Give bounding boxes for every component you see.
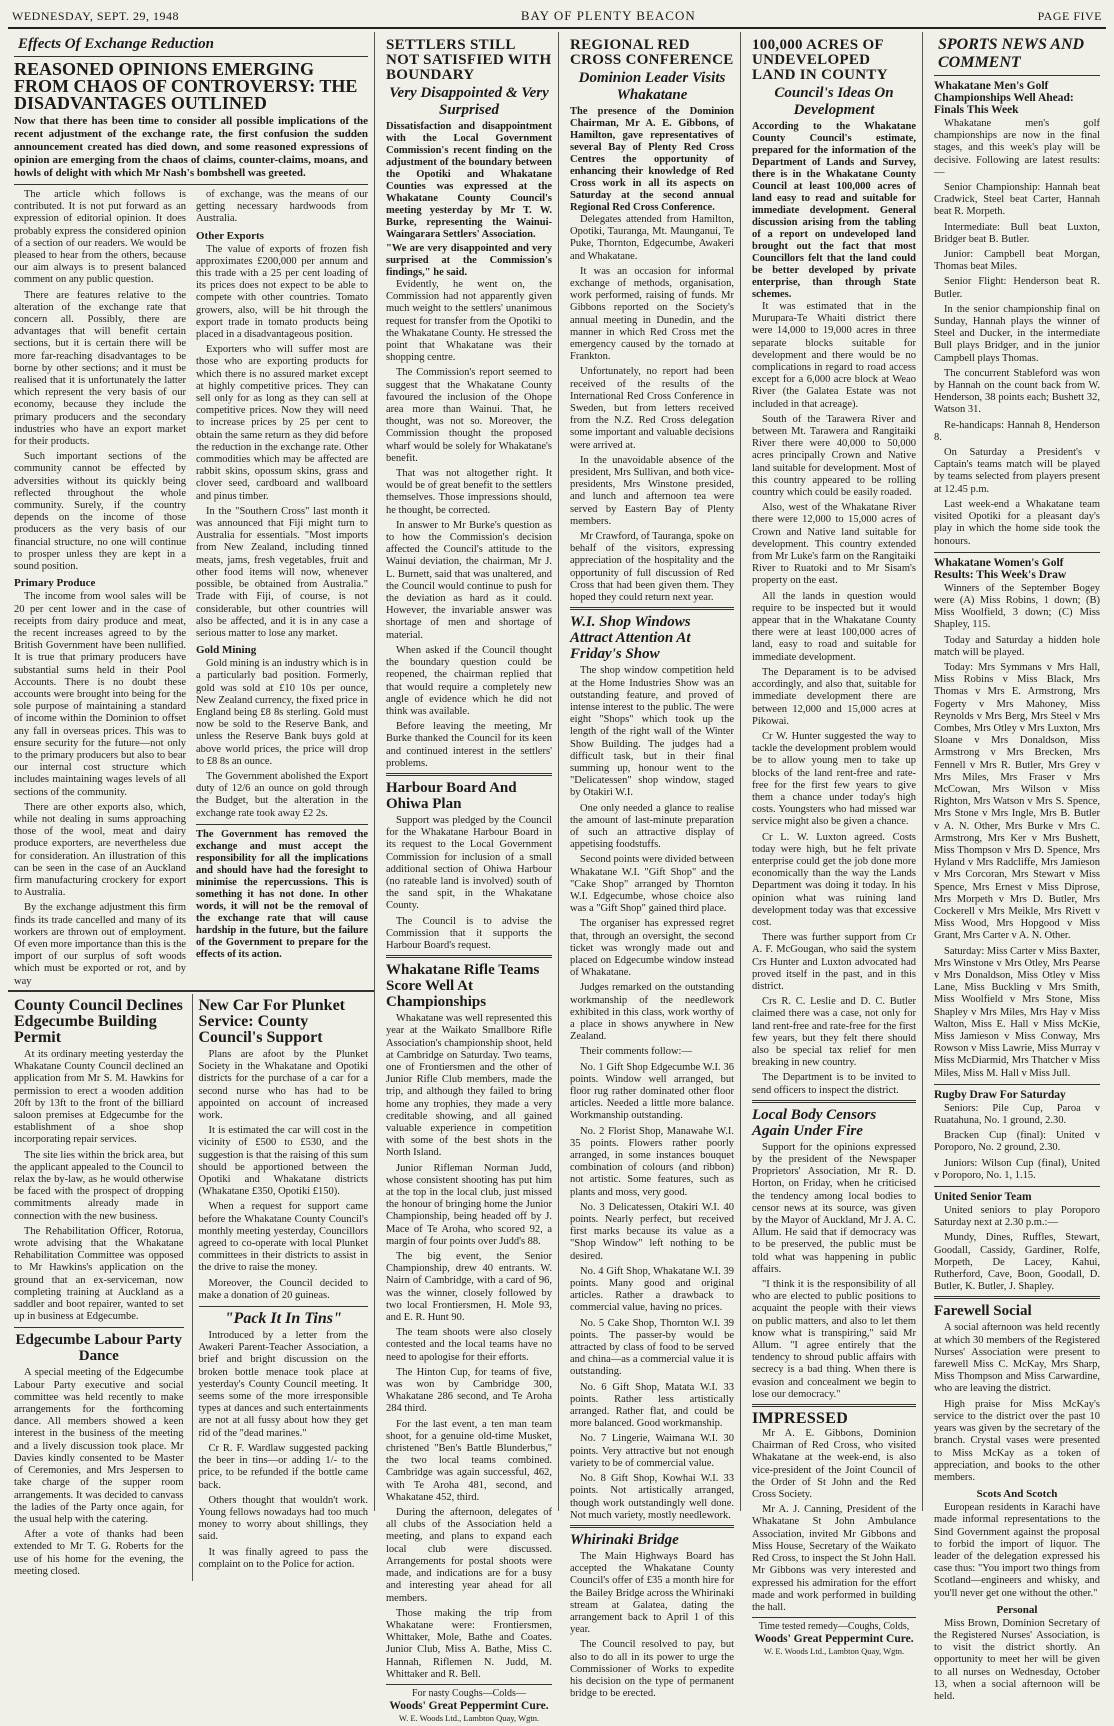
paragraph: The article which follows is contributed. It is not put forward as an expression of editorial opinion. It does probably express the considered opinion of a section of our readers. We would be pleased to hear from the others, because our aim always is to present balanced comment on any public question. [14, 189, 186, 286]
paragraph: Cr R. F. Wardlaw suggested packing the beer in tins—or adding 1/- to the price, to be refunded if the bottle came back. [198, 1442, 368, 1491]
gold-mining-heading: Gold Mining [196, 644, 257, 657]
paragraph: The organiser has expressed regret that, through an oversight, the second ticket was wrongly made out and placed on Edgecumbe window instead of Whakatane. [570, 918, 734, 979]
bridge-headline: Whirinaki Bridge [570, 1531, 679, 1548]
masthead-title: BAY OF PLENTY BEACON [520, 8, 696, 23]
paragraph: Saturday: Miss Carter v Miss Baxter, Mrs Winstone v Mrs Otley, Mrs Pearse v Mrs Donaldson, Miss Otley v Miss Lane, Miss Buckling v Mrs Smith, Miss Woolfield v Mrs Stone, Miss Shapley v Mrs Miles, Mrs Hay v Miss Walton, Miss E. Hall v Miss McKie, Miss Jamieson v Miss Conway, Mrs Rowson v Miss Lawrie, Miss Murray v Miss McDiarmid, Mrs Thatcher v Miss Miles, Miss M. Hall v Miss Jull. [934, 945, 1100, 1079]
paragraph: The value of exports of frozen fish approximates £200,000 per annum and this trade with a 25 per cent loading of its prices does not expect to be able to compete with other countries. Tomato growers, also, will be hit through the export trade in tomato products being placed in a disadvantageous position. [196, 243, 368, 341]
sports-banner: SPORTS NEWS AND COMMENT [934, 34, 1100, 76]
paragraph: On Saturday a President's v Captain's teams match will be played by teams selected from players present at 12.45 p.m. [934, 447, 1100, 495]
paragraph: No. 3 Delicatessen, Otakiri W.I. 40 points. Nearly perfect, but received first marks because its value as a "Shop Window" left nothing to be desired. [570, 1201, 734, 1262]
paragraph: There was further support from Cr A. F. McGougan, who said the system Crs Hunter and Luxton advocated had proved itself in the past, and in this district. [752, 932, 916, 992]
paragraph-group [196, 244, 368, 641]
wi-headline: W.I. Shop Windows Attract Attention At Friday's Show [570, 614, 691, 663]
column-1 [8, 32, 375, 1577]
column-3 [564, 32, 741, 1700]
settlers-kicker: Very Disappointed & Very Surprised [389, 85, 549, 118]
personal-headline: Personal [996, 1603, 1038, 1616]
paragraph: Winners of the September Bogey were (A) Miss Robins, 1 down; (B) Miss Woolfield, 3 down; (C) Miss Shapley, 115. [934, 582, 1100, 631]
redcross-article [564, 32, 740, 1705]
paragraph-group [934, 1103, 1100, 1182]
exchange-left-column [14, 189, 186, 991]
paragraph: That was not altogether right. It would be of great benefit to the settlers themselves. Those impressions should, he thought, be corrected. [386, 468, 552, 516]
paragraph-group [934, 1322, 1100, 1484]
ad-sub: W. E. Woods Ltd., Lambton Quay, Wgtn. [398, 1712, 540, 1723]
united-headline: United Senior Team [934, 1191, 1032, 1204]
paragraph: The Department is to be invited to send officers to inspect the district. [752, 1072, 916, 1096]
land-kicker: Council's Ideas On Development [774, 85, 894, 118]
paragraph: In the "Southern Cross" last month it was announced that Fiji might turn to Australia for essentials. "Most imports from New Zealand, including tinned meats, jams, fresh vegetables, fruit and other food items will now, whenever possible, be obtained from Australia." Trade with Fiji, of course, is not considerable, but other countries will also be affected, and it is in any case a serious matter to lose any market. [196, 505, 368, 639]
paragraph: Gold mining is an industry which is in a particularly bad position. Formerly, gold was sold at £10 10s per ounce, New Zealand currency, the fixed price in England being £8 8s sterling. Gold must now be sold to the Reserve Bank, and unless the Reserve Bank buys gold at above world prices, the price will drop to £8 8s an ounce. [196, 658, 368, 767]
paragraph: During the afternoon, delegates of all clubs of the Association held a meeting, and plans to expand each local club were discussed. Arrangements for postal shoots were made, and indications are for a busy and interesting year ahead for all members. [386, 1507, 552, 1604]
paragraph: When asked if the Council thought the boundary question could be reopened, the chairman replied that that would require a completely new angle of evidence which he did not think was available. [386, 644, 552, 717]
paragraph: Whakatane men's golf championships are now in the final stages, and this week's play will be decisive. Following are latest results:— [934, 118, 1100, 178]
paragraph: United seniors to play Poroporo Saturday next at 2.30 p.m.:— [934, 1205, 1100, 1229]
paragraph: Support for the opinions expressed by the president of the Newspaper Proprietors' Association, Mr R. D. Horton, on Friday, when he criticised the tendency among local bodies to censor news at its source, was given by the Mayor of Auckland, Mr J. A. C. Allum. He said that if democracy was to be preserved, the public must be told what was happening in public affairs. [752, 1141, 916, 1275]
redcross-headline: REGIONAL RED CROSS CONFERENCE [570, 37, 734, 68]
paragraph-group [386, 815, 552, 952]
land-headline: 100,000 ACRES OF UNDEVELOPED LAND IN COUNTY [752, 37, 888, 83]
rifle-headline: Whakatane Rifle Teams Score Well At Championships [386, 962, 540, 1011]
plunket-headline: New Car For Plunket Service: County Council's Support [198, 997, 346, 1046]
ad-line: For nasty Coughs—Colds— [412, 1687, 526, 1699]
paragraph-group [14, 189, 186, 573]
ad-line: Time tested remedy—Coughs, Colds, [758, 1621, 910, 1633]
newspaper-page [8, 6, 1106, 1723]
masthead [8, 6, 1106, 29]
paragraph: Those making the trip from Whakatane were: Frontiersmen, Whittaker, Mole, Bathe and Coates. Junior Club, Miss A. Bathe, Miss C. Hannah, Riflemen N. Judd, M. Whittaker and R. Bell. [386, 1607, 552, 1680]
paragraph: It was finally agreed to pass the complaint on to the Police for action. [198, 1546, 368, 1570]
paragraph: Support was pledged by the Council for the Whakatane Harbour Board in its request to the Local Government Commission for inclusion of a small additional section of Ohiwa Harbour (no rateable land is involved) south of the sand spit, in the Whakatane County. [386, 814, 552, 912]
paragraph: The Government abolished the Export duty of 12/6 an ounce on gold through the Budget, but the alteration in the exchange rate took away £2 2s. [196, 770, 368, 819]
harbour-headline: Harbour Board And Ohiwa Plan [386, 779, 517, 812]
paragraph: No. 1 Gift Shop Edgecumbe W.I. 36 points. Window well arranged, but floor rug rather dominated other floor articles. Needed a little more balance. Workmanship outstanding. [570, 1061, 734, 1122]
paragraph: By the exchange adjustment this firm finds its trade cancelled and many of its workers are thrown out of employment. Of even more importance than this is the import of our surplus of soft woods which must be exported or rot, and by way [14, 902, 186, 987]
paragraph: Delegates attended from Hamilton, Opotiki, Tauranga, Mt. Maunganui, Te Puke, Thornton, Edgecumbe, Awakeri and Whakatane. [570, 214, 734, 262]
paragraph: There are other exports also, which, while not dealing in sums approaching those of the wool, meat and dairy produce exporters, are nevertheless due for consideration. An illustration of this can be seen in the case of an Auckland firm manufacturing crockery for export to Australia. [14, 801, 186, 899]
exchange-right-column [196, 189, 368, 991]
paragraph: Evidently, he went on, the Commission had not apparently given much weight to the settlers' unanimous request for transfer from the Opotiki to the Whakatane County. He stressed the point that Whakatane was their shopping centre. [386, 279, 552, 364]
settlers-headline: SETTLERS STILL NOT SATISFIED WITH BOUNDARY [386, 37, 552, 83]
paragraph: Senior Flight: Henderson beat R. Butler. [934, 276, 1100, 300]
paragraph: For the last event, a ten man team shoot, for a genuine old-time Musket, christened "Ben's Battle Blunderbus," the two local teams combined. Cambridge was again successful, 462, with Te Aroha 481, second, and Whakatane 452, third. [386, 1418, 552, 1503]
scots-headline: Scots And Scotch [976, 1488, 1058, 1501]
primary-produce-heading: Primary Produce [14, 577, 96, 590]
paragraph: Second points were divided between Whakatane W.I. "Gift Shop" and the "Cake Shop" arranged by Thornton W.I. Edgecumbe, whose choice also was a "Gift Shop" gained third place. [570, 854, 734, 915]
paragraph: Mr A. E. Gibbons, Dominion Chairman of Red Cross, who visited Whakatane at the week-end, is also vice-president of the Joint Council of the Order of St John and the Red Cross Society. [752, 1428, 916, 1501]
paragraph: All the lands in question would require to be inspected but it would appear that in the Whakatane County there were at least 100,000 acres of land, easy to road and suitable for immediate development. [752, 590, 916, 663]
paragraph-group [934, 118, 1100, 548]
paragraph: At its ordinary meeting yesterday the Whakatane County Council declined an application from Mr S. M. Hawkins for permission to erect a wooden addition 20ft by 13ft to the front of the billiard saloon premises at Edgecumbe for the establishment of a shoe shop incorporating repair services. [14, 1049, 184, 1146]
paragraph-group [386, 279, 552, 770]
exchange-article [8, 32, 374, 987]
paragraph: Cr W. Hunter suggested the way to tackle the development problem would be to allow young men to take up blocks of the land rent-free and rate-free for the first few years to give them a chance under today's high costs. Youngsters who had missed war service might also be given a chance. [752, 730, 916, 828]
paragraph: The concurrent Stableford was won by Hannah on the count back from W. Henderson, 38 points each; Bushett 32, Watson 31. [934, 367, 1100, 416]
land-article [746, 32, 922, 1659]
council-headline: County Council Declines Edgecumbe Building Permit [14, 997, 183, 1046]
paragraph: In the unavoidable absence of the president, Mrs Sullivan, and both vice-presidents, Mrs Winstone presided, and lunch and afternoon tea were served by Eastern Bay of Plenty members. [570, 454, 734, 527]
paragraph: Today and Saturday a hidden hole match will be played. [934, 634, 1100, 658]
paragraph: Intermediate: Bull beat Luxton, Bridger beat B. Butler. [934, 221, 1100, 245]
paragraph: Crs R. C. Leslie and D. C. Butler claimed there was a case, not only for land rent-free and rate-free for the first few years, but they felt there should also be special tax relief for men breaking in new country. [752, 996, 916, 1069]
paragraph: Junior Rifleman Norman Judd, whose consistent shooting has put him at the top in the local club, just missed the honour of bringing home the Junior Championship, being headed off by J. Mace of Te Aroha, who scored 92, a margin of four points over Judd's 88. [386, 1162, 552, 1247]
column-5 [928, 32, 1106, 1702]
paragraph: No. 4 Gift Shop, Whakatane W.I. 39 points. Many good and original articles. Rather a drawback to commercial value, having no prices. [570, 1265, 734, 1314]
paragraph: The Deparament is to be advised accordingly, and also that, suitable for immediate development there are between 12,000 and 15,000 acres at Pikowai. [752, 666, 916, 727]
paragraph-group [934, 1502, 1100, 1600]
paragraph: The Council resolved to pay, but also to do all in its power to urge the Commissioner of Works to expedite his decision on the type of permanent bridge to be erected. [570, 1639, 734, 1700]
paragraph: The Main Highways Board has accepted the Whakatane County Council's offer of £35 a month hire for the Bailey Bridge across the Whirinaki stream at Galatea, dating the arrangement back to April 1 of this year. [570, 1550, 734, 1636]
paragraph: It was an occasion for informal exchange of methods, organisation, work performed, raising of funds. Mr Gibbons reported on the Society's annual meeting in Dunedin, and the manner in which Red Cross met the emergency caused by the tornado at Frankton. [570, 265, 734, 363]
farewell-headline: Farewell Social [934, 1303, 1032, 1320]
paragraph: Junior: Campbell beat Morgan, Thomas beat Miles. [934, 249, 1100, 273]
exchange-intro: Now that there has been time to consider all possible implications of the recent adjustment of the exchange rate, the first confusion the sudden announcement created has died down, and some reasoned expressions of opinion are emerging from the chaos of claims, counter-claims, moans, and howls of delight with which Mr Nash's bombshell was greeted. [14, 115, 368, 179]
paragraph: Mr Crawford, of Tauranga, spoke on behalf of the visitors, expressing appreciation of the hospitality and the opportunity of full discussion of Red Cross that had been given them. They hoped they could return next year. [570, 531, 734, 604]
paragraph: Exporters who will suffer most are those who are exporting products for which there is no assured market except at highly competitive prices. They can sell only for as long as they can sell at competitive prices. Now they will need to increase prices by 25 per cent to obtain the same return as they did before the reduction in the exchange rate. Other commodities which may be affected are rabbit skins, opossum skins, grass and clover seed, cardboard and wallboard and pinus timber. [196, 344, 368, 502]
paragraph-group [196, 658, 368, 820]
masthead-date: WEDNESDAY, SEPT. 29, 1948 [12, 9, 179, 23]
paragraph: Judges remarked on the outstanding workmanship of the needlework exhibited in this class, work worthy of a place in shows anywhere in New Zealand. [570, 982, 734, 1043]
paragraph-group [386, 1013, 552, 1681]
women-golf-headline: Whakatane Women's Golf Results: This Week's Draw [934, 556, 1067, 581]
paragraph: After a vote of thanks had been extended to Mr T. G. Roberts for the use of his home for the evening, the meeting closed. [14, 1529, 184, 1577]
column-2 [380, 32, 559, 1723]
paragraph: It was estimated that in the Murupara-Te Whaiti district there were 14,000 to 19,000 acres in three separate blocks suitable for development and there would be no complications in regard to road access except for a 6,000 acre block at Weao River (the Galatea Estate was not included in that acreage). [752, 301, 916, 410]
paragraph: No. 5 Cake Shop, Thornton W.I. 39 points. The passer-by would be attracted by class of food to be served and china—as a commercial value it is outstanding. [570, 1317, 734, 1378]
woods-ad-col4 [752, 1617, 916, 1657]
paragraph: The income from wool sales will be 20 per cent lower and in the case of receipts from dairy produce and meat, the recent increases agreed to by the British Government have been nullified. It is true that primary producers have substantial sums held in their Pool Accounts. There is no doubt these accounts were brought into being for the sole purpose of maintaining a standard of income within the Dominion to offset any fall in overseas prices. This was to ensure security for the future—not only to the primary producers but also to bear our internal cost structure which includes maintaining wages levels of all sections of the community. [14, 591, 186, 798]
exchange-headline: REASONED OPINIONS EMERGING FROM CHAOS OF CONTROVERSY: THE DISADVANTAGES OUTLINED [14, 59, 358, 113]
sports-section [928, 32, 1106, 1708]
paragraph: In answer to Mr Burke's question as to how the Commission's decision affected the Council's attitude to the Wainui deviation, the chairman, Mr J. L. Burnett, said that was unaltered, and the Council would continue to push for the deviation as hard as it could. However, the invariable answer was shortage of men and shortage of material. [386, 519, 552, 641]
paragraph: The Rehabilitation Officer, Rotorua, wrote advising that the Whakatane Rehabilitation Committee was opposed to Mr Hawkins's application on the ground that an ex-serviceman, now completing training at Auckland as a saddler and boot repairer, wanted to set up in business at Edgecumbe. [14, 1225, 184, 1323]
paragraph: There are features relative to the alteration of the exchange rate that concern all. Possibly, there are advantages that will benefit certain sections, but it is certain there will be more far-reaching disadvantages to be borne by other sections; and it must be realised that it is unfortunately the latter which represent the very basis of our economy, because they include the primary producers and the secondary industries who have an export market for their products. [14, 289, 186, 448]
paragraph-group [934, 1618, 1100, 1703]
impressed-headline: IMPRESSED [752, 1410, 849, 1428]
paragraph: Others thought that wouldn't work. Young fellows nowadays had too much money to worry about shillings, they said. [198, 1494, 368, 1543]
settlers-quote: "We are very disappointed and very surprised at the Commission's findings," he said. [386, 243, 552, 278]
paragraph: Unfortunately, no report had been received of the results of the International Red Cross Conference in Sweden, but from letters received from the N.Z. Red Cross delegation some important and valuable decisions were arrived at. [570, 366, 734, 451]
paragraph: of exchange, was the means of our getting necessary hardwoods from Australia. [196, 189, 368, 225]
paragraph: One only needed a glance to realise the amount of last-minute preparation of such an attractive display of appetising foodstuffs. [570, 802, 734, 851]
column-4 [746, 32, 923, 1657]
paragraph: Their comments follow:— [580, 1046, 692, 1058]
paragraph-group [934, 583, 1100, 1080]
paragraph: South of the Tarawera River and between Mt. Tarawera and Rangitaiki River there were 40,000 to 50,000 acres principally Crown and Native land suitable for development. Most of this country appeared to be rolling country which could be easily roaded. [752, 413, 916, 499]
council-article [14, 994, 184, 1581]
paragraph: Seniors: Pile Cup, Paroa v Ruatahuna, No. 1 ground, 2.30. [934, 1102, 1100, 1127]
paragraph: Cr L. W. Luxton agreed. Costs today were high, but he felt private enterprise could get the job done more economically than the way the Lands Department was doing it today. In his opinion what was ruining land development today was that excessive cost. [752, 831, 916, 928]
other-exports-heading: Other Exports [196, 229, 264, 242]
paragraph-group [752, 301, 916, 1097]
paragraph: Re-handicaps: Hannah 8, Henderson 8. [934, 419, 1100, 443]
paragraph: European residents in Karachi have made informal representations to the Sind Government against the proposal to forbid the import of liquor. The leader of the delegation expressed his case thus: "You import two things from Scotland—engineers and whisky, and you'll never get one without the other." [934, 1502, 1100, 1599]
ad-brand: Woods' Great Peppermint Cure. [754, 1633, 914, 1646]
paragraph: The Commission's report seemed to suggest that the Whakatane County favoured the inclusion of the Ohope area more than Wainui. That, he thought, was not so. Moreover, the Commission thought the proposed wharf would be solely for Whakatane's benefit. [386, 367, 552, 464]
paragraph: The team shoots were also closely contested and the local teams have no need to apologise for their efforts. [386, 1327, 552, 1363]
paragraph: Such important sections of the community cannot be effected by adversities without its quickly being reflected throughout the whole community. Surely, if the country depends on the income of those producers as the very basis of our financial structure, no one will continue to prosper unless they are kept in a sound position. [14, 451, 186, 573]
paragraph: Bracken Cup (final): United v Poroporo, No. 2 ground, 2.30. [934, 1130, 1100, 1154]
settlers-article [380, 32, 558, 1726]
paragraph: The Hinton Cup, for teams of five, was won by Cambridge 300, Whakatane 286 second, and Te Aroha 284 third. [386, 1366, 552, 1415]
plunket-article [192, 994, 369, 1581]
paragraph-group [199, 1049, 369, 1302]
paragraph: In the senior championship final on Sunday, Hannah plays the winner of Steel and Ducker, in the intermediate Bull plays Bridger, and in the junior Campbell plays Thomas. [934, 303, 1100, 364]
paragraph: The site lies within the brick area, but the applicant appealed to the Council to relax the by-law, as he would otherwise be faced with the prospect of dropping commitments already made in connection with the new business. [14, 1149, 184, 1222]
paragraph: Today: Mrs Symmans v Mrs Hall, Miss Robins v Miss Black, Mrs Thomas v Mrs E. Armstrong, Mrs Fogerty v Mrs Mahoney, Miss Reynolds v Mrs Berg, Mrs Steel v Mrs Combes, Mrs Otley v Mrs Luxton, Mrs Sloane v Mrs Donaldson, Miss Armstrong v Mrs Brecken, Mrs Fennell v Mrs R. Butler, Mrs Grey v Mrs Miles, Mrs Fraser v Mrs McCowan, Mrs Wilson v Miss Righton, Mrs Watson v Mrs S. Spence, Mrs Stone v Mrs Ingle, Mrs B. Butler v A. N. Other, Mrs Burke v Mrs C. Armstrong, Mrs Ker v Mrs Bushett, Miss Thompson v Mrs D. Spence, Mrs Hyland v Mrs Radcliffe, Mrs Jamieson v Mrs Corcoran, Mrs Stewart v Miss Spence, Mrs Ernest v Miss Diprose, Mrs Morpeth v Mrs D. Butler, Mrs Cockerell v Mrs Meikle, Mrs Rivett v Miss Wood, Mrs Hopgood v Miss Grant, Mrs Carter v A. N. Other. [934, 661, 1100, 942]
paragraph: The big event, the Senior Championship, drew 40 entrants. W. Nairn of Cambridge, with a card of 96, was the winner, closely followed by two local Frontiersmen, H. Mole 93, and E. R. Hunt 90. [386, 1251, 552, 1324]
paragraph-group [934, 1205, 1100, 1293]
paragraph: Miss Brown, Dominion Secretary of the Registered Nurses' Association, is to visit the district shortly. An opportunity to meet her will be given to all nurses on Wednesday, October 13, when a social afternoon will be held. [934, 1617, 1100, 1702]
censor-headline: Local Body Censors Again Under Fire [752, 1106, 877, 1139]
paragraph-group [570, 1551, 734, 1700]
paragraph: Also, west of the Whakatane River there were 12,000 to 15,000 acres of Crown and Native land suitable for development. This country extended from Mr Luke's farm on the Rangitaiki River to Ruatoki and to Mr Sisam's property on the east. [752, 502, 916, 587]
paragraph-group [14, 1049, 184, 1323]
rugby-headline: Rugby Draw For Saturday [934, 1088, 1066, 1101]
paragraph: No. 8 Gift Shop, Kowhai W.I. 33 points. Not artistically arranged, though work outstandingly well done. Not much variety, mostly needlework. [570, 1473, 734, 1521]
paragraph-group [752, 1142, 916, 1401]
lower-col1 [8, 990, 374, 1577]
exchange-banner: Effects Of Exchange Reduction [14, 34, 368, 57]
paragraph-group [196, 189, 368, 226]
paragraph-group [199, 1330, 369, 1571]
paragraph: It is estimated the car will cost in the vicinity of £500 to £530, and the suggestion is that the raising of this sum should be apportioned between the Opotiki and Whakatane districts (Whakatane £350, Opotiki £150). [198, 1125, 368, 1198]
redcross-kicker: Dominion Leader Visits Whakatane [578, 70, 726, 103]
paragraph: High praise for Miss McKay's service to the district over the past 10 years was given by the secretary of the branch. Crystal vases were presented to Miss McKay as a token of appreciation, and books to the other members. [934, 1398, 1100, 1483]
paragraph: Senior Championship: Hannah beat Cradwick, Steel beat Carter, Hannah beat R. Morpeth. [934, 182, 1100, 218]
paragraph: The Council is to advise the Commission that it supports the Harbour Board's request. [386, 915, 552, 951]
paragraph: Before leaving the meeting, Mr Burke thanked the Council for its keen and continued interest in the settlers' problems. [386, 721, 552, 769]
redcross-intro: The presence of the Dominion Chairman, Mr A. E. Gibbons, of Hamilton, gave representatives of several Bay of Plenty Red Cross Centres the opportunity of enhancing their knowledge of Red Cross work in all its aspects on Saturday at the second annual Regional Red Cross Conference. [570, 106, 734, 213]
paragraph: No. 6 Gift Shop, Matata W.I. 33 points. Rather less artistically arranged. Rather flat, and could be more balanced. Good workmanship. [570, 1381, 734, 1430]
tins-headline: "Pack It In Tins" [224, 1310, 342, 1328]
dance-headline: Edgecumbe Labour Party Dance [15, 1332, 182, 1365]
paragraph-group [570, 214, 734, 604]
paragraph: Whakatane was well represented this year at the Waikato Smallbore Rifle Association's championship shoot, held at Cambridge on Saturday. Two teams, one of Frontiersmen and the other of Junior Rifle Club members, made the trip, and although they failed to bring home any trophies, they made a very creditable showing, and all gained valuable experience in competition with some of the best shots in the North Island. [386, 1013, 552, 1159]
paragraph-group [752, 1428, 916, 1614]
paragraph: A social afternoon was held recently at which 30 members of the Registered Nurses' Association were present to farewell Miss C. McKay, Mrs Sharp, Miss Thompson and Miss Carwardine, who are leaving the district. [934, 1322, 1100, 1395]
paragraph: Mr A. J. Canning, President of the Whakatane St John Ambulance Association, invited Mr Gibbons and Miss House, Secretary of the Waikato Red Cross, to inspect the St John Hall. Mr Gibbons was very interested and expressed his admiration for the effort made and work performed in building the hall. [752, 1504, 916, 1613]
land-intro: According to the Whakatane County Council's estimate, prepared for the information of the Department of Lands and Survey, there is in the Whakatane County Council at least 100,000 acres of land easy to read and suitable for immediate development. General discussion arising from the tabling of a report on undeveloped land brought out the fact that most Councillors felt that the land could be better developed by private enterprise, than through State schemes. [752, 121, 916, 300]
paragraph: The shop window competition held at the Home Industries Show was an outstanding feature, and proved of intense interest to the public. The were eight "Shops" which took up the length of the right wall of the Winter Show Building. The judges had a difficult task, but in their final summing up, honour went to the "Delicatessen" shop window, staged by Otakiri W.I. [570, 665, 734, 799]
paragraph: Moreover, the Council decided to make a donation of 20 guineas. [198, 1277, 368, 1301]
paragraph: Introduced by a letter from the Awakeri Parent-Teacher Association, a brief and bright discussion on the broken bottle menace took place at yesterday's County Council meeting. It seems some of the more irresponsible types at dances and such entertainments are not at all fussy about how they get rid of the "dead marines." [198, 1330, 368, 1439]
ad-brand: Woods' Great Peppermint Cure. [389, 1699, 549, 1712]
paragraph: No. 2 Florist Shop, Manawahe W.I. 35 points. Flowers rather poorly arranged, in some instances bouquet combination of colours (and ribbon) not artistic. Some features, such as plants and moss, very good. [570, 1125, 734, 1198]
paragraph: Last week-end a Whakatane team visited Opotiki for a pleasant day's play in which the home side took the honours. [934, 498, 1100, 547]
settlers-intro: Dissatisfaction and disappointment with the Local Government Commission's recent finding on the adjustment of the boundary between the Opotiki and Whakatane Counties was expressed at the Whakatane County Council's meeting yesterday by Mr T. W. Burke, representing the Wainui-Waingarara Settlers' Association. [386, 121, 552, 240]
paragraph: A special meeting of the Edgecumbe Labour Party executive and social committee was held recently to make arrangements for the forthcoming dance. All members showed a keen interest in the business of the meeting and a lively discussion took place. Mr Davies kindly consented to be Master of Ceremonies, and Mrs Jespersen to take charge of the supper room arrangements. It was decided to canvass the ladies of the Party once again, for the usual help with the catering. [14, 1367, 184, 1525]
government-statement: The Government has removed the exchange and must accept the responsibility for all the implications and should have had the foresight to minimise the repercussions. This is something it has not done. In other words, it will not be the removal of the exchange rate that will cause hardship in the future, but the failure of the Government to prepare for the effects of its action. [196, 828, 368, 960]
paragraph: Juniors: Wilson Cup (final), United v Poroporo, No. 1, 1.15. [934, 1157, 1100, 1181]
paragraph: Mundy, Dines, Ruffles, Stewart, Goodall, Cassidy, Gardiner, Rolfe, Morpeth, De Lacey, Kahui, Rutherford, Cave, Boon, Goodall, D. Butler, K. Butler, J. Shapley. [934, 1232, 1100, 1293]
paragraph: When a request for support came before the Whakatane County Council's monthly meeting yesterday, Councillors agreed to co-operate with local Plunket committees in their districts to assist in the drive to raise the money. [198, 1201, 368, 1274]
paragraph: "I think it is the responsibility of all who are elected to public positions to acquaint the people with their views on public matters, and also to let them know what is transpiring," said Mr Allum. "I agree entirely that the tendency to shroud public affairs with secrecy is a bad thing. When there is evasion and concealment we begin to lose our democracy." [752, 1279, 916, 1400]
paragraph: No. 7 Lingerie, Waimana W.I. 30 points. Very attractive but not enough variety to be of commercial value. [570, 1433, 734, 1469]
golf-headline: Whakatane Men's Golf Championships Well Ahead: Finals This Week [934, 80, 1074, 116]
paragraph-group [14, 1367, 184, 1577]
paragraph-group [14, 591, 186, 988]
masthead-page: PAGE FIVE [1037, 9, 1102, 23]
ad-sub: W. E. Woods Ltd., Lambton Quay, Wgtn. [763, 1646, 905, 1657]
paragraph: Plans are afoot by the Plunket Society in the Whakatane and Opotiki districts for the purchase of a car for a second nurse who has had to be appointed on account of increased work. [198, 1049, 368, 1122]
paragraph-group [570, 665, 734, 1522]
woods-ad-col2 [386, 1684, 552, 1724]
